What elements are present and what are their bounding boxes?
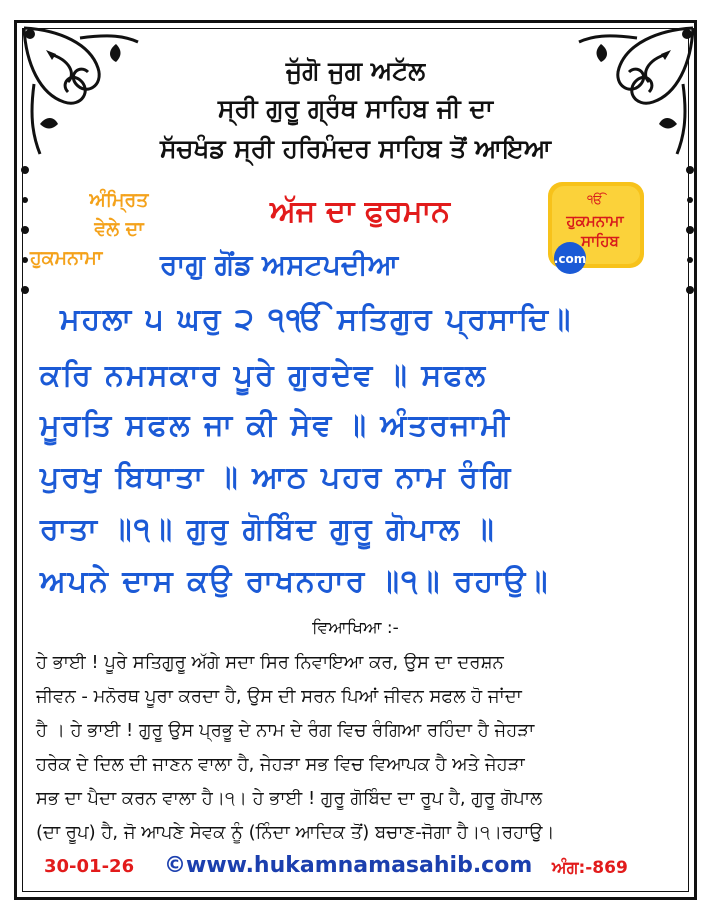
logo-symbol: ੴ: [587, 193, 603, 208]
footer-date: 30-01-26: [44, 856, 135, 877]
footer-ang-number: ਅੰਗ:-869: [552, 858, 628, 878]
hukamnama-sahib-logo: [540, 176, 650, 276]
side-ornament-left: [18, 160, 32, 300]
logo-line-2: ਸਾਹਿਬ: [581, 232, 619, 250]
vyakhia-label: ਵਿਆਖਿਆ :-: [312, 618, 399, 638]
vyakhia-paragraph: [36, 646, 676, 850]
shabad-line-3: ਮੂਰਤਿ ਸਫਲ ਜਾ ਕੀ ਸੇਵ ॥ ਅੰਤਰਜਾਮੀ: [40, 408, 511, 443]
badge-line-1: ਅੰਮ੍ਰਿਤ: [89, 189, 149, 211]
logo-line-1: ਹੁਕਮਨਾਮਾ: [566, 212, 624, 230]
shabad-line-1: ਮਹਲਾ ੫ ਘਰੁ ੨ ੧ੴ ਸਤਿਗੁਰ ਪ੍ਰਸਾਦਿ॥: [60, 302, 573, 337]
vyakhia-line: ਹਰੇਕ ਦੇ ਦਿਲ ਦੀ ਜਾਣਨ ਵਾਲਾ ਹੈ, ਜੇਹੜਾ ਸਭ ਵਿਚ ਵਿਆਪਕ ਹੈ ਅਤੇ ਜੇਹੜਾ: [36, 754, 525, 775]
header-line-1: ਜੁੱਗੋ ਜੁਗ ਅਟੱਲ: [285, 56, 426, 85]
vyakhia-line: (ਦਾ ਰੂਪ) ਹੈ, ਜੋ ਆਪਣੇ ਸੇਵਕ ਨੂੰ (ਨਿੰਦਾ ਆਦਿਕ ਤੋਂ) ਬਚਾਣ-ਜੋਗਾ ਹੈ।੧।ਰਹਾਉ।: [36, 822, 555, 843]
vyakhia-line: ਹੈ । ਹੇ ਭਾਈ ! ਗੁਰੂ ਉਸ ਪ੍ਰਭੂ ਦੇ ਨਾਮ ਦੇ ਰੰਗ ਵਿਚ ਰੰਗਿਆ ਰਹਿੰਦਾ ਹੈ ਜੇਹੜਾ: [36, 720, 535, 741]
vyakhia-line: ਹੇ ਭਾਈ ! ਪੂਰੇ ਸਤਿਗੁਰੂ ਅੱਗੇ ਸਦਾ ਸਿਰ ਨਿਵਾਇਆ ਕਰ, ਉਸ ਦਾ ਦਰਸ਼ਨ: [36, 652, 504, 673]
shabad-line-2: ਕਰਿ ਨਮਸਕਾਰ ਪੂਰੇ ਗੁਰਦੇਵ ॥ ਸਫਲ: [40, 358, 488, 393]
badge-line-3: ਹੁਕਮਨਾਮਾ: [30, 247, 103, 269]
raag-heading: ਰਾਗੁ ਗੋਂਡ ਅਸਟਪਦੀਆ: [160, 248, 399, 281]
page-title: ਅੱਜ ਦਾ ਫੁਰਮਾਨ: [270, 194, 450, 229]
shabad-line-6: ਅਪਨੇ ਦਾਸ ਕਉ ਰਾਖਨਹਾਰ ॥੧॥ ਰਹਾਉ॥: [40, 564, 550, 599]
shabad-line-4: ਪੁਰਖੁ ਬਿਧਾਤਾ ॥ ਆਠ ਪਹਰ ਨਾਮ ਰੰਗਿ: [40, 460, 513, 495]
vyakhia-line: ਜੀਵਨ - ਮਨੋਰਥ ਪੂਰਾ ਕਰਦਾ ਹੈ, ਉਸ ਦੀ ਸਰਨ ਪਿਆਂ ਜੀਵਨ ਸਫਲ ਹੋ ਜਾਂਦਾ: [36, 686, 522, 707]
header-line-3: ਸੱਚਖੰਡ ਸ੍ਰੀ ਹਰਿਮੰਦਰ ਸਾਹਿਬ ਤੋਂ ਆਇਆ: [159, 134, 552, 163]
badge-line-2: ਵੇਲੇ ਦਾ: [94, 218, 144, 240]
footer-website-link[interactable]: ©www.hukamnamasahib.com: [164, 853, 533, 878]
amrit-vele-badge: [30, 186, 174, 273]
side-ornament-right: [683, 160, 697, 300]
vyakhia-line: ਸਭ ਦਾ ਪੈਦਾ ਕਰਨ ਵਾਲਾ ਹੈ।੧। ਹੇ ਭਾਈ ! ਗੁਰੂ ਗੋਬਿੰਦ ਦਾ ਰੂਪ ਹੈ, ਗੁਰੂ ਗੋਪਾਲ: [36, 788, 543, 809]
logo-line-3: .com: [553, 252, 587, 266]
header-line-2: ਸ੍ਰੀ ਗੁਰੂ ਗ੍ਰੰਥ ਸਾਹਿਬ ਜੀ ਦਾ: [217, 94, 494, 123]
shabad-line-5: ਰਾਤਾ ॥੧॥ ਗੁਰੁ ਗੋਬਿੰਦ ਗੁਰੂ ਗੋਪਾਲ ॥: [40, 512, 496, 547]
